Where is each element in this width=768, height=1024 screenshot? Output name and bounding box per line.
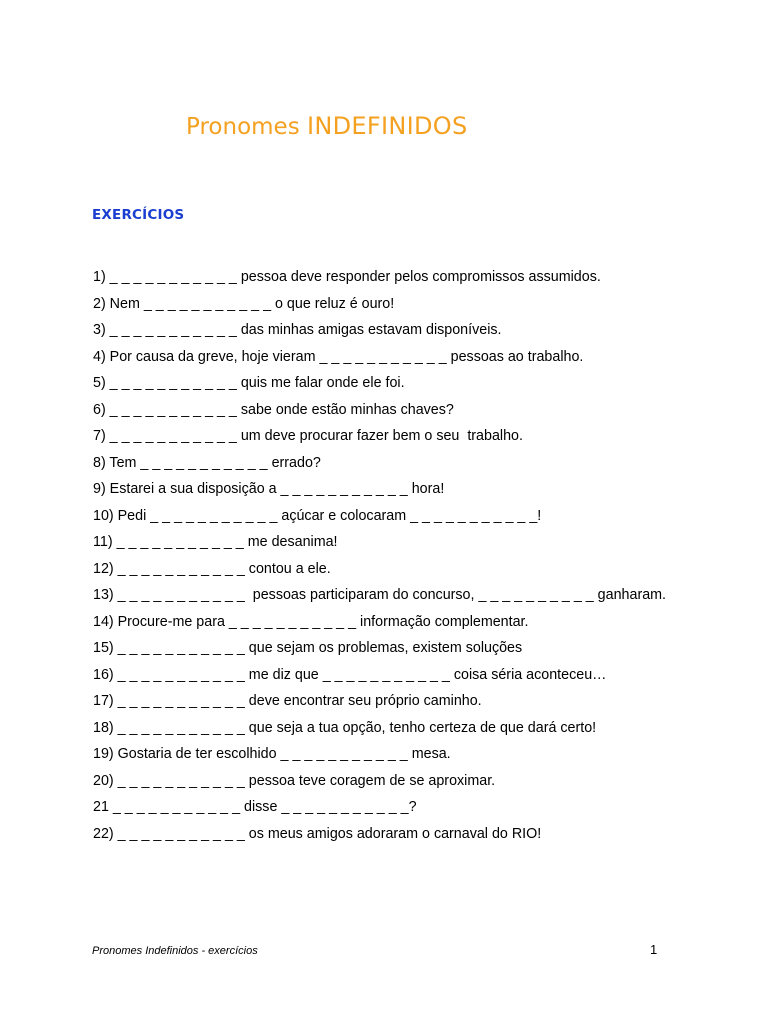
document-title bbox=[186, 110, 468, 143]
title-part-indefinidos: INDEFINIDOS bbox=[307, 112, 468, 140]
exercise-item: 20) _ _ _ _ _ _ _ _ _ _ _ pessoa teve coragem de se aproximar. bbox=[93, 772, 496, 789]
exercise-item: 21 _ _ _ _ _ _ _ _ _ _ _ disse _ _ _ _ _ _ _ _ _ _ _? bbox=[93, 799, 417, 815]
exercise-item: 11) _ _ _ _ _ _ _ _ _ _ _ me desanima! bbox=[93, 534, 338, 550]
exercise-item: 4) Por causa da greve, hoje vieram _ _ _ _ _ _ _ _ _ _ _ pessoas ao trabalho. bbox=[93, 348, 584, 365]
exercise-item: 3) _ _ _ _ _ _ _ _ _ _ _ das minhas amigas estavam disponíveis. bbox=[93, 322, 502, 338]
exercise-item: 9) Estarei a sua disposição a _ _ _ _ _ _ _ _ _ _ _ hora! bbox=[93, 481, 445, 497]
exercise-item: 18) _ _ _ _ _ _ _ _ _ _ _ que seja a tua opção, tenho certeza de que dará certo! bbox=[93, 719, 597, 736]
exercise-item: 17) _ _ _ _ _ _ _ _ _ _ _ deve encontrar seu próprio caminho. bbox=[93, 693, 482, 709]
title-part-pronomes: Pronomes bbox=[186, 114, 307, 140]
exercise-item: 6) _ _ _ _ _ _ _ _ _ _ _ sabe onde estão minhas chaves? bbox=[93, 401, 454, 418]
exercise-item: 8) Tem _ _ _ _ _ _ _ _ _ _ _ errado? bbox=[93, 454, 321, 471]
footer-label: Pronomes Indefinidos - exercícios bbox=[92, 945, 258, 957]
exercise-item: 22) _ _ _ _ _ _ _ _ _ _ _ os meus amigos adoraram o carnaval do RIO! bbox=[93, 825, 542, 842]
exercise-item: 1) _ _ _ _ _ _ _ _ _ _ _ pessoa deve responder pelos compromissos assumidos. bbox=[93, 269, 601, 285]
exercise-item: 16) _ _ _ _ _ _ _ _ _ _ _ me diz que _ _ _ _ _ _ _ _ _ _ _ coisa séria aconteceu… bbox=[93, 666, 607, 683]
page-number: 1 bbox=[650, 942, 658, 957]
exercise-item: 7) _ _ _ _ _ _ _ _ _ _ _ um deve procurar fazer bem o seu trabalho. bbox=[93, 428, 523, 444]
exercise-item: 5) _ _ _ _ _ _ _ _ _ _ _ quis me falar onde ele foi. bbox=[93, 375, 405, 391]
exercise-item: 10) Pedi _ _ _ _ _ _ _ _ _ _ _ açúcar e colocaram _ _ _ _ _ _ _ _ _ _ _! bbox=[93, 507, 542, 524]
exercise-item: 14) Procure-me para _ _ _ _ _ _ _ _ _ _ _ informação complementar. bbox=[93, 613, 529, 630]
exercises-heading: EXERCÍCIOS bbox=[92, 207, 185, 223]
exercise-item: 13) _ _ _ _ _ _ _ _ _ _ _ pessoas participaram do concurso, _ _ _ _ _ _ _ _ _ _ ganharam. bbox=[93, 587, 667, 603]
exercise-item: 15) _ _ _ _ _ _ _ _ _ _ _ que sejam os problemas, existem soluções bbox=[93, 640, 523, 656]
exercise-item: 19) Gostaria de ter escolhido _ _ _ _ _ _ _ _ _ _ _ mesa. bbox=[93, 746, 451, 762]
exercise-list bbox=[93, 264, 666, 847]
exercise-item: 2) Nem _ _ _ _ _ _ _ _ _ _ _ o que reluz é ouro! bbox=[93, 295, 395, 312]
exercise-item: 12) _ _ _ _ _ _ _ _ _ _ _ contou a ele. bbox=[93, 560, 331, 577]
